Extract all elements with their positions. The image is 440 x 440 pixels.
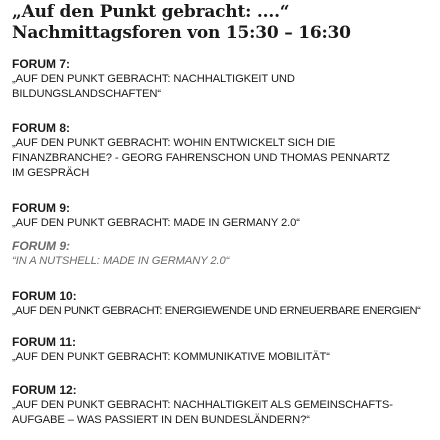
- forum-description: [12, 216, 300, 231]
- forum-11: [12, 335, 330, 365]
- forum-description: [12, 136, 390, 181]
- forum-label: FORUM 10:: [12, 289, 77, 303]
- forum-description-line: „AUF DEN PUNKT GEBRACHT: KOMMUNIKATIVE MOBILITÄT“: [12, 351, 330, 363]
- page-title-line-1: „Auf den Punkt gebracht: ....“: [12, 2, 290, 22]
- forum-8: [12, 121, 390, 181]
- forum-9-english: [12, 239, 229, 269]
- forum-description-line: FINANZBRANCHE? - GEORG FAHRENSCHON UND THOMAS PENNARTZ: [12, 152, 390, 164]
- forum-description-line: „AUF DEN PUNKT GEBRACHT: WOHIN ENTWICKELT SICH DIE: [12, 137, 336, 149]
- forum-7: [12, 57, 295, 102]
- forum-description-line: „AUF DEN PUNKT GEBRACHT: NACHHALTIGKEIT UND: [12, 73, 295, 85]
- forum-description-line: AUFGABE – WAS PASSIERT IN DEN BUNDESLÄNDERN?“: [12, 414, 310, 426]
- forum-label: FORUM 12:: [12, 383, 77, 397]
- forum-description-line: „AUF DEN PUNKT GEBRACHT: ENERGIEWENDE UND ERNEUERBARE ENERGIEN“: [12, 305, 421, 317]
- program-page: [12, 0, 436, 426]
- forum-description-line: IM GESPRÄCH: [12, 167, 90, 179]
- forum-description: [12, 72, 295, 102]
- forum-10: [12, 289, 420, 319]
- page-title: [12, 2, 436, 44]
- forum-description-line: BILDUNGSLANDSCHAFTEN“: [12, 88, 161, 100]
- forum-9: [12, 201, 300, 231]
- forum-label: FORUM 11:: [12, 335, 77, 349]
- forum-label: FORUM 9:: [12, 239, 70, 253]
- forum-label: FORUM 7:: [12, 57, 70, 71]
- forum-description: [12, 350, 330, 365]
- forum-label: FORUM 9:: [12, 201, 70, 215]
- forum-description: [12, 398, 393, 428]
- forum-description: [12, 304, 420, 319]
- page-title-line-2: Nachmittagsforen von 15:30 – 16:30: [12, 23, 351, 43]
- forum-description-line: „AUF DEN PUNKT GEBRACHT: NACHHALTIGKEIT ALS GEMEINSCHAFTS-: [12, 399, 393, 411]
- forum-description: [12, 254, 229, 269]
- forum-description-line: “IN A NUTSHELL: MADE IN GERMANY 2.0“: [12, 255, 230, 267]
- forum-label: FORUM 8:: [12, 121, 70, 135]
- forum-12: [12, 383, 393, 428]
- forum-description-line: „AUF DEN PUNKT GEBRACHT: MADE IN GERMANY 2.0“: [12, 217, 300, 229]
